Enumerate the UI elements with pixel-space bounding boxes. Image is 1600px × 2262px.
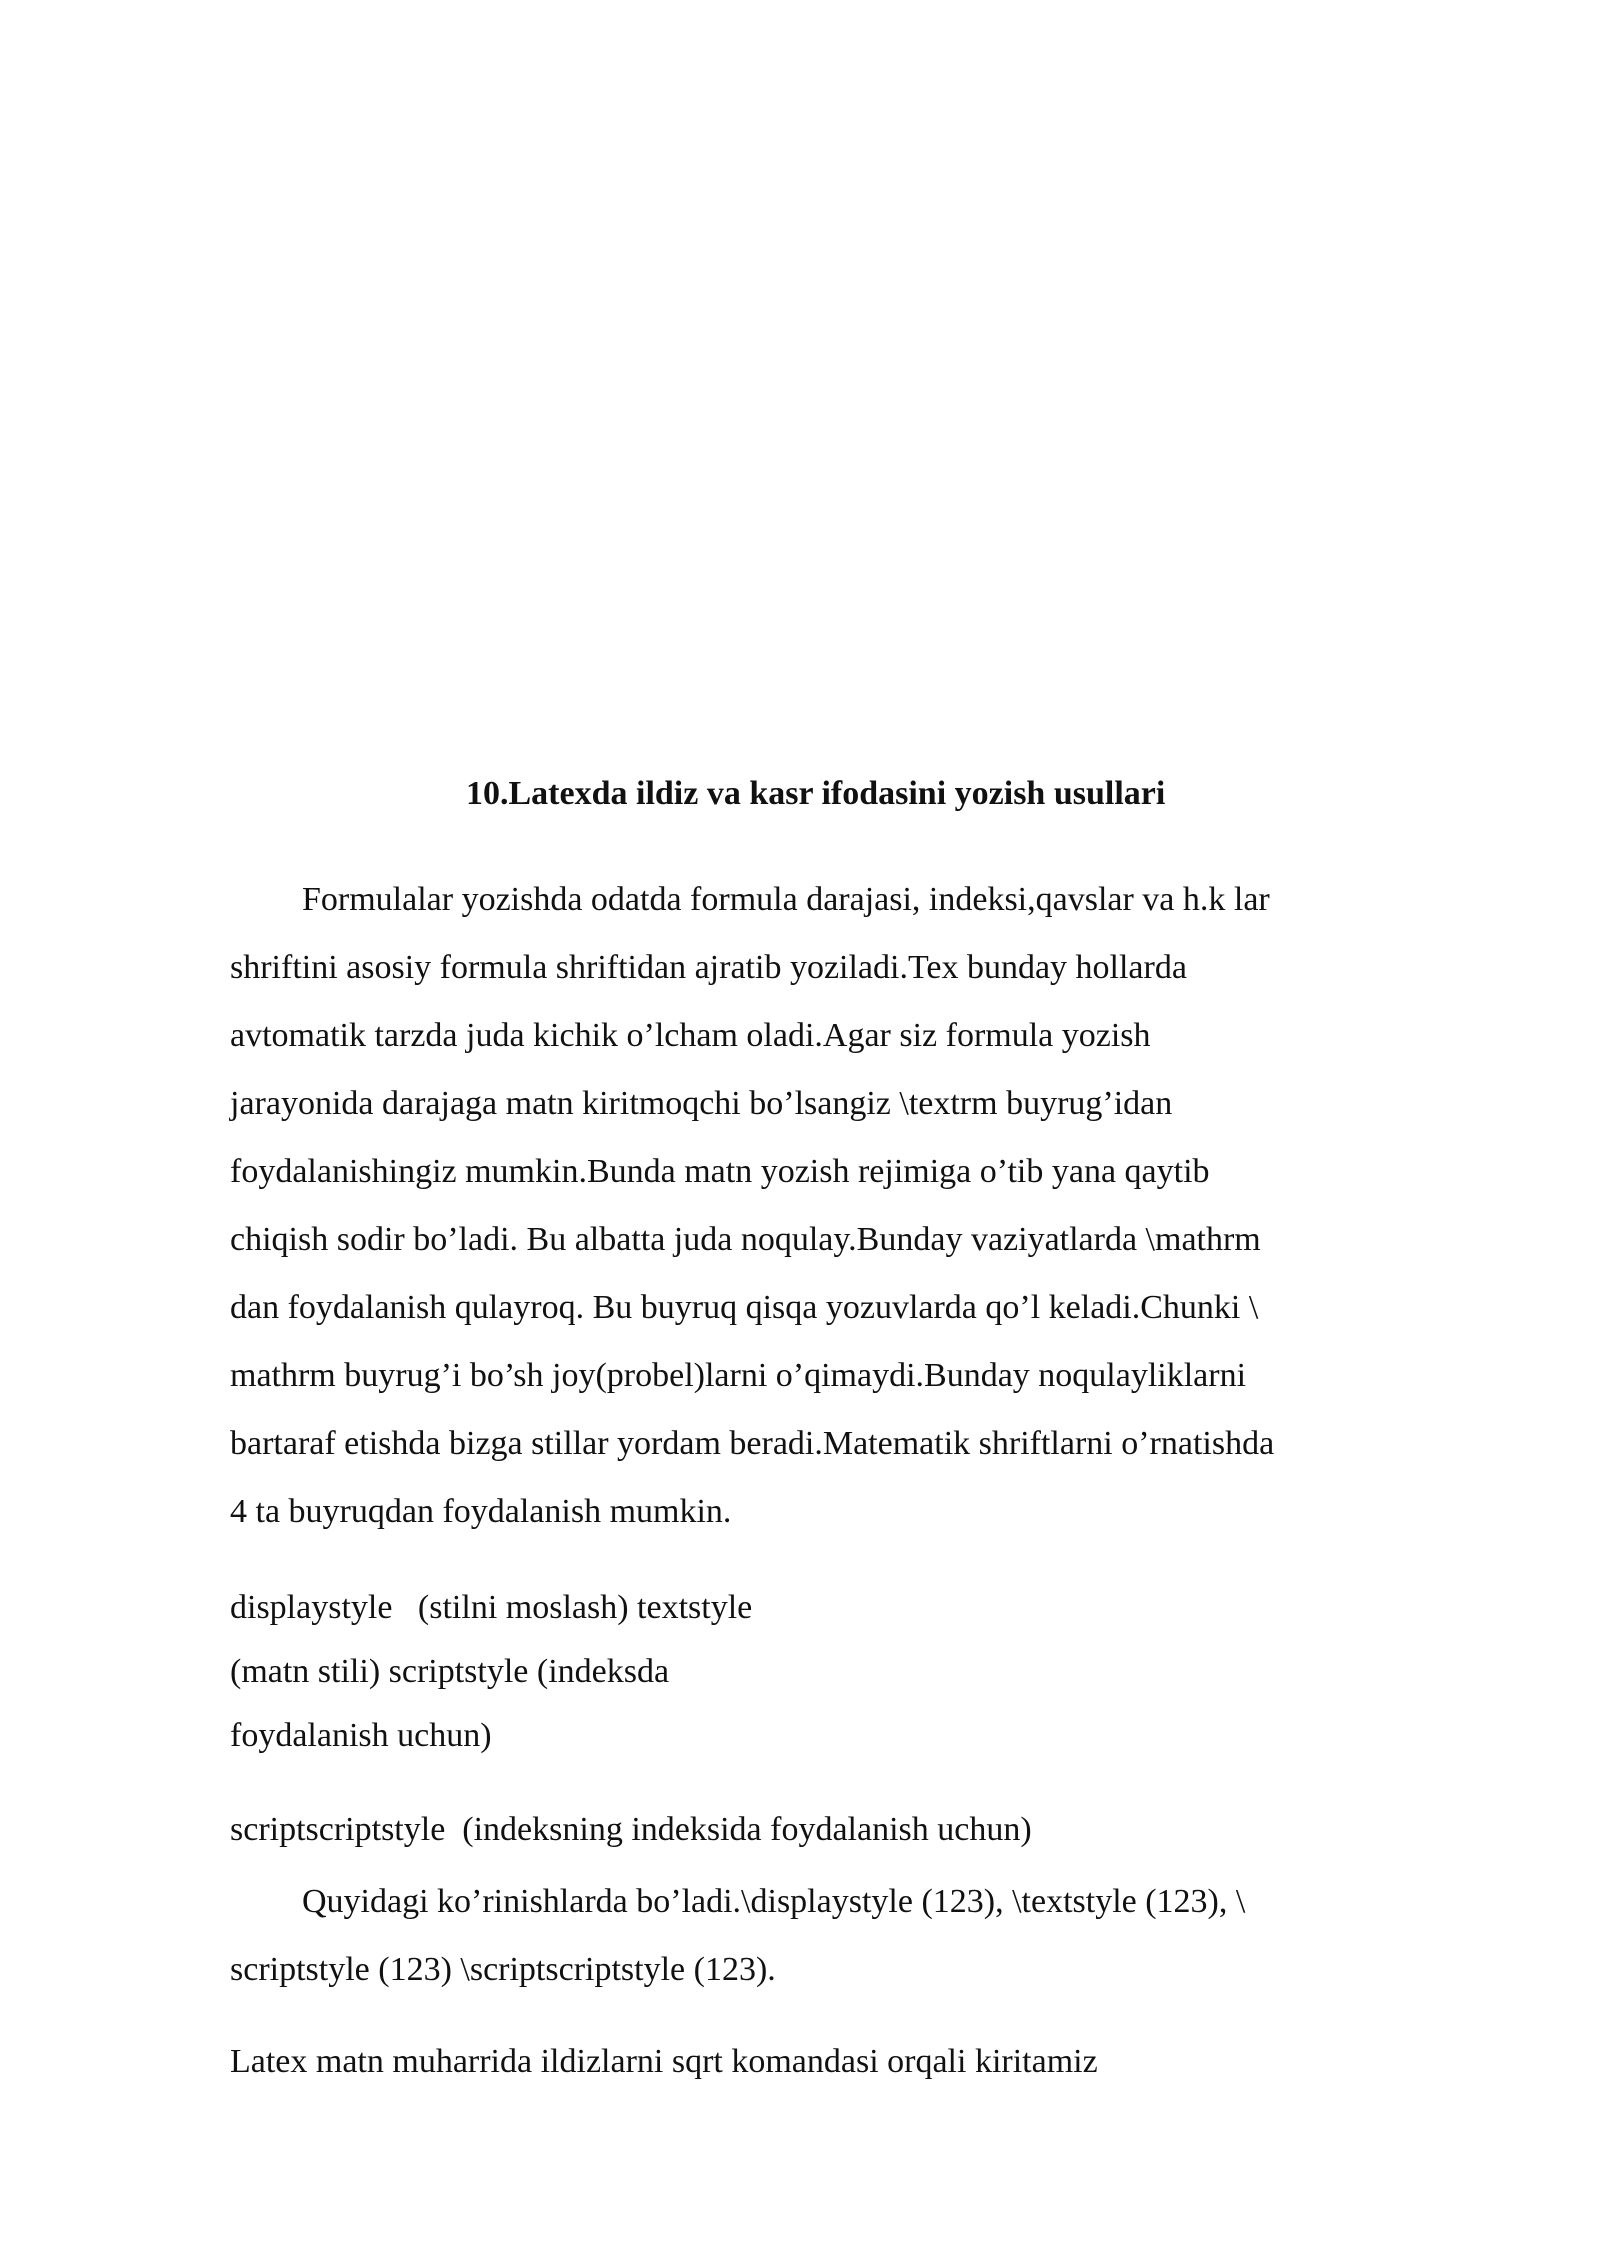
page-title: 10.Latexda ildiz va kasr ifodasini yozish usullari [466,775,1166,812]
paragraph-1-line-2: shriftini asosiy formula shriftidan ajratib yoziladi.Tex bunday hollarda [230,949,1187,986]
paragraph-2-line-1: Quyidagi ko’rinishlarda bo’ladi.\displaystyle (123), \textstyle (123), \ [302,1883,1246,1920]
paragraph-1-line-3: avtomatik tarzda juda kichik o’lcham oladi.Agar siz formula yozish [230,1017,1151,1054]
paragraph-1-line-6: chiqish sodir bo’ladi. Bu albatta juda noqulay.Bunday vaziyatlarda \mathrm [230,1221,1261,1258]
paragraph-1-line-10: 4 ta buyruqdan foydalanish mumkin. [230,1493,732,1530]
styles-block-line-1: displaystyle (stilni moslash) textstyle [230,1589,753,1626]
paragraph-1-line-4: jarayonida darajaga matn kiritmoqchi bo’lsangiz \textrm buyrug’idan [230,1085,1173,1122]
paragraph-2-line-2: scriptstyle (123) \scriptscriptstyle (123). [230,1951,776,1988]
styles-block-line-2: (matn stili) scriptstyle (indeksda [230,1653,670,1690]
paragraph-1-line-5: foydalanishingiz mumkin.Bunda matn yozish rejimiga o’tib yana qaytib [230,1153,1210,1190]
paragraph-1-line-8: mathrm buyrug’i bo’sh joy(probel)larni o’qimaydi.Bunday noqulayliklarni [230,1357,1247,1394]
paragraph-1-line-7: dan foydalanish qulayroq. Bu buyruq qisqa yozuvlarda qo’l keladi.Chunki \ [230,1289,1259,1326]
scriptscript-line: scriptscriptstyle (indeksning indeksida foydalanish uchun) [230,1811,1032,1848]
paragraph-1-line-1: Formulalar yozishda odatda formula darajasi, indeksi,qavslar va h.k lar [302,881,1270,918]
styles-block-line-3: foydalanish uchun) [230,1717,492,1754]
last-line: Latex matn muharrida ildizlarni sqrt komandasi orqali kiritamiz [230,2043,1098,2080]
paragraph-1-line-9: bartaraf etishda bizga stillar yordam beradi.Matematik shriftlarni o’rnatishda [230,1425,1275,1462]
